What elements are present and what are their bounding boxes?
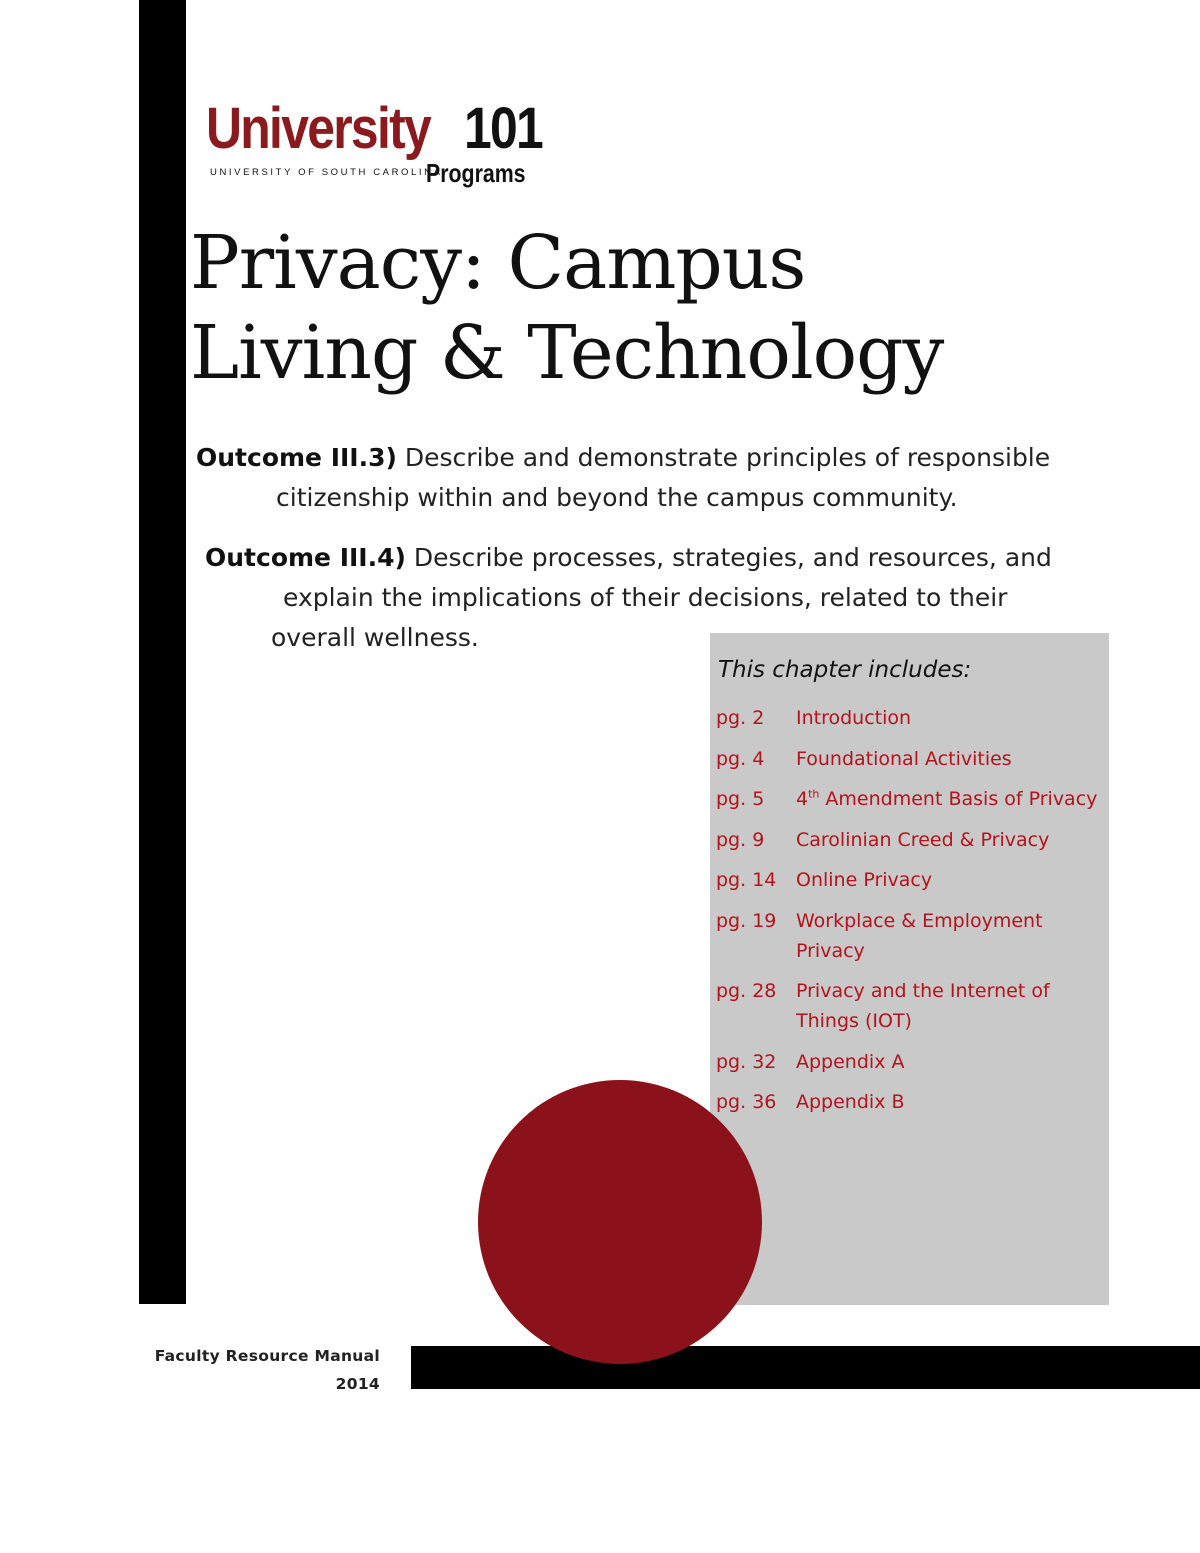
footer [140,1342,380,1398]
outcome-text: Describe processes, strategies, and resources, and [405,543,1052,572]
toc-page-number: pg. 36 [716,1091,777,1113]
toc-item-title: Carolinian Creed & Privacy [796,828,1050,851]
toc-page-number: pg. 32 [716,1050,777,1073]
toc-item-title: Appendix A [796,1050,905,1073]
decorative-red-circle [478,1080,762,1364]
toc-item[interactable] [716,976,1106,1036]
page-title [190,218,1140,398]
toc-item-title: Foundational Activities [796,747,1012,770]
outcome-text-continued: explain the implications of their decisions, related to their [283,583,1008,612]
bottom-black-bar [411,1346,1200,1389]
toc-item-title: Online Privacy [796,869,933,891]
toc-item[interactable] [716,825,1106,855]
footer-year: 2014 [335,1375,380,1393]
title-line-1: Privacy: Campus [190,220,806,306]
toc-item-title: Appendix B [796,1091,905,1113]
toc-page-number: pg. 5 [716,788,765,810]
toc-page-number: pg. 2 [716,707,765,729]
footer-manual-title: Faculty Resource Manual [154,1347,380,1365]
toc-item[interactable] [716,703,1106,733]
outcome-iii-3 [196,438,1106,518]
toc-page-number: pg. 4 [716,747,765,770]
toc-item[interactable] [716,865,1106,895]
outcome-text-continued: overall wellness. [271,623,479,652]
toc-page-number: pg. 14 [716,869,777,891]
outcome-text-continued: citizenship within and beyond the campus community. [276,483,958,512]
outcome-label: Outcome III.3) [196,443,397,472]
toc-item[interactable] [716,906,1106,966]
toc-item-title: Privacy and the Internet of Things (IOT) [796,980,1050,1032]
outcome-text: Describe and demonstrate principles of responsible [396,443,1051,472]
toc-item-title [796,784,1106,814]
toc-title-rest: Amendment Basis of Privacy [819,788,1098,810]
toc-list [716,703,1106,1128]
chapter-contents-box [710,633,1109,1305]
toc-title-number: 4 [796,788,809,810]
toc-item-title: Workplace & Employment Privacy [796,909,1043,962]
toc-page-number: pg. 19 [716,909,777,932]
toc-item[interactable] [716,784,1106,814]
toc-item-title: Introduction [796,707,912,729]
toc-item[interactable] [716,1047,1106,1077]
logo-university-text: University [206,96,431,161]
toc-title-ordinal: th [808,787,820,801]
toc-item[interactable] [716,1087,1106,1117]
toc-item[interactable] [716,744,1106,774]
logo-institution-text: UNIVERSITY OF SOUTH CAROLINA [210,167,443,178]
outcome-label: Outcome III.4) [205,543,406,572]
logo-programs-text: Programs [426,158,526,188]
logo-101-text: 101 [464,96,543,161]
toc-page-number: pg. 9 [716,828,765,851]
left-black-bar [139,0,186,1304]
toc-page-number: pg. 28 [716,980,777,1002]
toc-heading: This chapter includes: [718,657,972,683]
title-line-2: Living & Technology [190,310,944,396]
university-101-logo [206,96,551,192]
